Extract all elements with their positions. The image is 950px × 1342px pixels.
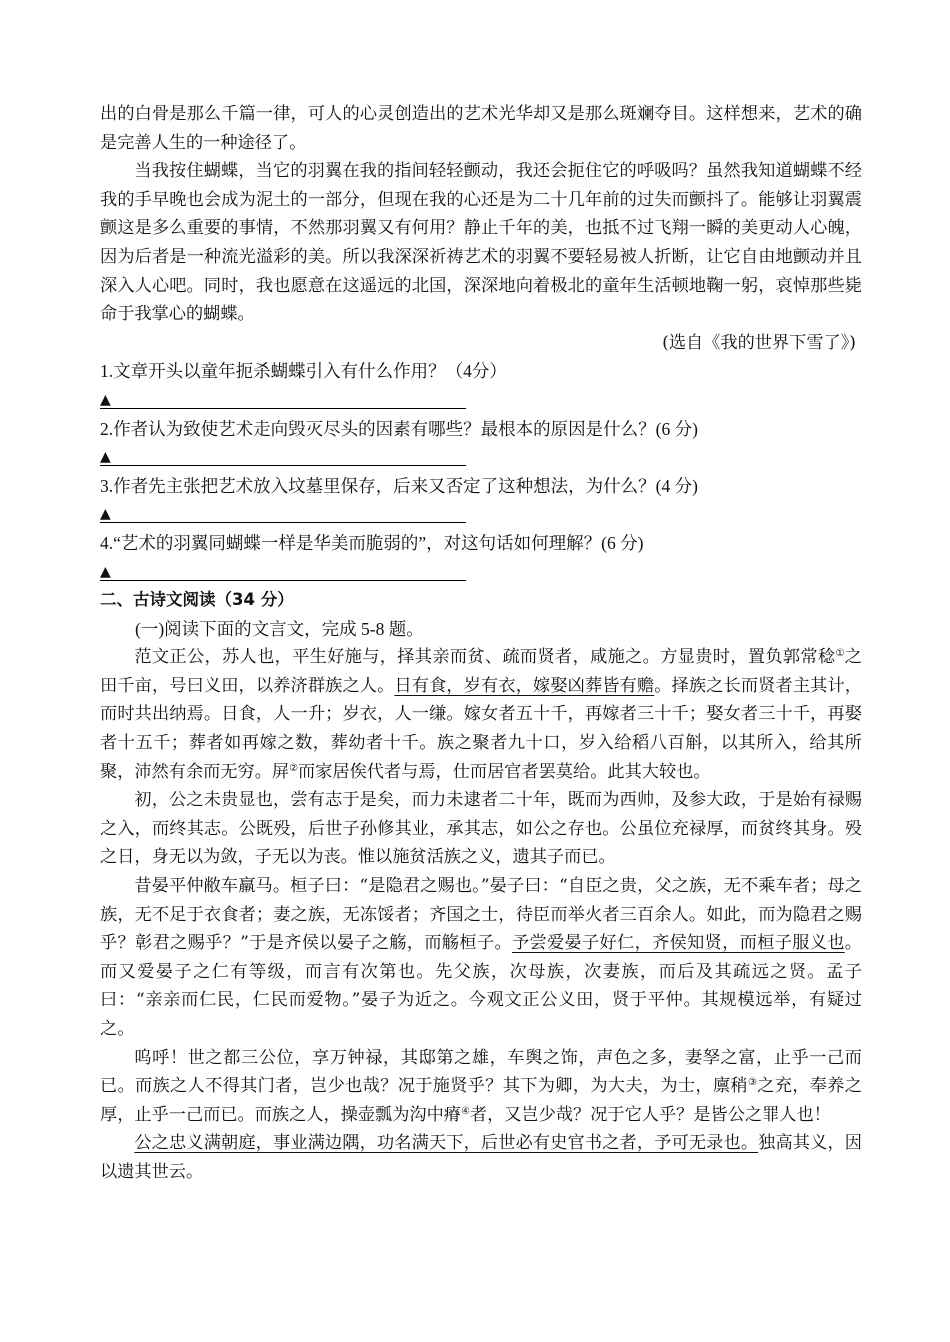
text-run: 昔晏平仲敝车羸马。桓子曰：“是隐君之赐也。”晏子曰：“自臣之贵，父之族，无不乘车者；母之族，无不足于衣食者；妻之族，无冻馁者；齐国之士，待臣而举火者三百余人。如此，而为隐君之赐乎？彰君之赐乎？”于是齐侯以晏子之觞，而觞桓子。 [100,876,862,954]
footnote-marker-3: ③ [747,1077,758,1089]
exam-page [100,100,862,1187]
footnote-marker-2: ② [289,762,299,774]
question-4: 4.“艺术的羽翼同蝴蝶一样是华美而脆弱的”，对这句话如何理解？(6 分) [100,532,644,553]
question-3: 3.作者先主张把艺术放入坟墓里保存，后来又否定了这种想法，为什么？(4 分) [100,475,698,496]
section-2-title: 二、古诗文阅读（34 分） [100,590,294,610]
footnote-marker-4: ④ [460,1105,470,1117]
answer-mark-2: ▲ [100,449,111,466]
text-run: 。而又爱晏子之仁有等级，而言有次第也。先父族，次母族，次妻族，而后及其疏远之贤。孟子曰：“亲亲而仁民，仁民而爱物。”晏子为近之。今观文正公义田，贤于平仲。其规模远举，有疑过之。 [100,933,862,1039]
answer-mark-3: ▲ [100,506,111,523]
classical-paragraph-3 [100,872,862,1044]
answer-underline-2 [100,465,466,466]
underlined-sentence-3: 公之忠义满朝庭，事业满边隅，功名满天下，后世必有史官书之者，予可无录也。 [134,1133,759,1154]
passage-source: (选自《我的世界下雪了》) [662,332,856,353]
answer-underline-3 [100,522,466,523]
classical-paragraph-5 [100,1129,862,1186]
classical-paragraph-4 [100,1044,862,1130]
answer-line-2[interactable] [100,443,862,472]
passage-paragraph-last: 当我按住蝴蝶，当它的羽翼在我的指间轻轻颤动，我还会扼住它的呼吸吗？虽然我知道蝴蝶不经我的手早晚也会成为泥土的一部分，但现在我的心还是为二十几年前的过失而颤抖了。能够让羽翼震颤这是多么重要的事情，不然那羽翼又有何用？静止千年的美，也抵不过飞翔一瞬的美更动人心魄，因为后者是一种流光溢彩的美。所以我深深祈祷艺术的羽翼不要轻易被人折断，让它自由地颤动并且深入人心吧。同时，我也愿意在这遥远的北国，深深地向着极北的童年生活顿地鞠一躬，哀悼那些毙命于我掌心的蝴蝶。 [100,161,862,325]
answer-underline-1 [100,408,466,409]
text-run: 之田千亩，号曰义田，以养济群族之人。 [100,647,862,696]
answer-line-3[interactable] [100,500,862,529]
section-2-instruction: (一)阅读下面的文言文，完成 5-8 题。 [135,618,424,639]
footnote-marker-1: ① [835,648,845,660]
text-run: 者，又岂少哉？况于它人乎？是皆公之罪人也！ [469,1104,831,1125]
answer-underline-4 [100,580,466,581]
passage-paragraph-end: 出的白骨是那么千篇一律，可人的心灵创造出的艺术光华却又是那么斑斓夺目。这样想来，艺术的确是完善人生的一种途径了。 [100,104,862,153]
classical-paragraph-1 [100,643,862,786]
classical-paragraph-2: 初，公之未贵显也，尝有志于是矣，而力未逮者二十年，既而为西帅，及参大政，于是始有禄赐之入，而终其志。公既殁，后世子孙修其业，承其志，如公之存也。公虽位充禄厚，而贫终其身。殁之日，身无以为敛，子无以为丧。惟以施贫活族之义，遗其子而已。 [100,790,862,868]
text-run: 之充，奉养之厚，止乎一己而已。而族之人，操壶瓢为沟中瘠 [100,1076,862,1125]
text-run: 范文正公，苏人也，平生好施与，择其亲而贫、疏而贤者，咸施之。方显贵时，置负郭常稔 [134,647,836,668]
text-run: 而家居俟代者与焉，仕而居官者罢莫给。此其大较也。 [298,761,711,782]
answer-line-4[interactable] [100,558,862,587]
answer-mark-1: ▲ [100,391,111,408]
text-run: 独高其义，因以遗其世云。 [100,1133,862,1182]
question-1: 1.文章开头以童年扼杀蝴蝶引入有什么作用？（4分） [100,361,507,382]
text-run: 。择族之长而贤者主其计，而时共出纳焉。日食，人一升；岁衣，人一缣。嫁女者五十千，再嫁者三十千；娶女者三十千，再娶者十五千；葬者如再嫁之数，葬幼者十千。族之聚者九十口，岁入给稻八百斛，以其所入，给其所聚，沛然有余而无穷。屏 [100,675,862,782]
underlined-sentence-2: 予尝爱晏子好仁，齐侯知贤，而桓子服义也 [511,933,845,954]
answer-mark-4: ▲ [100,563,111,580]
text-run: 呜呼！世之都三公位，享万钟禄，其邸第之雄，车舆之饰，声色之多，妻孥之富，止乎一己而已。而族之人不得其门者，岂少也哉？况于施贤乎？其下为卿，为大夫，为士，廪稍 [100,1047,862,1097]
answer-line-1[interactable] [100,386,862,415]
question-2: 2.作者认为致使艺术走向毁灭尽头的因素有哪些？最根本的原因是什么？(6 分) [100,418,698,439]
underlined-sentence-1: 日有食，岁有衣，嫁娶凶葬皆有赡 [394,675,655,696]
